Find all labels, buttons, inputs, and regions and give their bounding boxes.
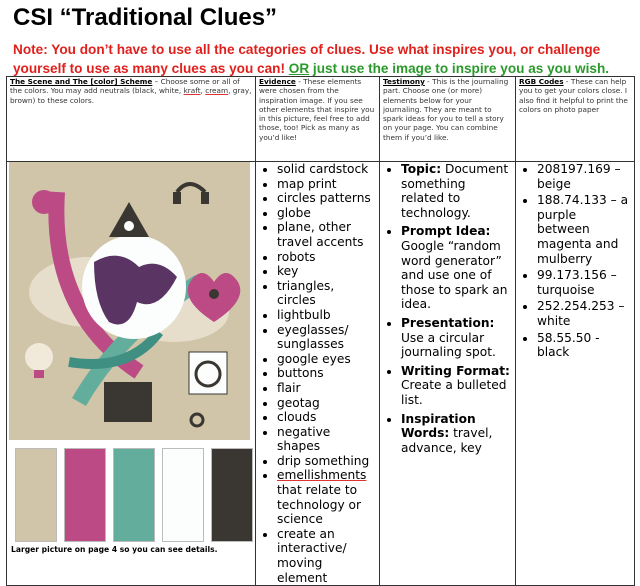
note-or: OR — [288, 61, 310, 76]
list-item: • map print — [277, 177, 376, 192]
list-item: • emellishments that relate to technology or science — [277, 468, 376, 526]
list-item: • Topic: Document something related to technology. — [401, 162, 512, 220]
list-item: • geotag — [277, 396, 376, 411]
clues-table — [6, 76, 635, 586]
swatch-white — [162, 448, 204, 542]
list-item: • Inspiration Words: travel, advance, key — [401, 412, 512, 456]
list-item: • Prompt Idea: Google “random word generator” and use one of those to spark an idea. — [401, 224, 512, 312]
list-item: • plane, other travel accents — [277, 220, 376, 249]
list-item: • eyeglasses/ sunglasses — [277, 323, 376, 352]
list-item: • Presentation: Use a circular journaling spot. — [401, 316, 512, 360]
testimony-cell — [380, 162, 516, 586]
lightbulb-icon — [25, 343, 53, 371]
list-item: • google eyes — [277, 352, 376, 367]
testimony-list — [383, 162, 512, 455]
list-item: • triangles, circles — [277, 279, 376, 308]
radiation-icon — [32, 190, 56, 214]
list-item: • 252.254.253 – white — [537, 299, 631, 328]
list-item: • solid cardstock — [277, 162, 376, 177]
list-item: • drip something — [277, 454, 376, 469]
list-item: • negative shapes — [277, 425, 376, 454]
list-item: • flair — [277, 381, 376, 396]
swatch-purple — [64, 448, 106, 542]
page-title: CSI “Traditional Clues” — [13, 4, 278, 31]
rgb-cell — [516, 162, 635, 586]
list-item: • 208197.169 – beige — [537, 162, 631, 191]
list-item: • 99.173.156 – turquoise — [537, 268, 631, 297]
evidence-header: Evidence - These elements were chosen from the inspiration image. If you see other elements that inspire you in this picture, feel free to add those, too! Pick as many as you’d like! — [256, 77, 380, 162]
inspiration-image — [9, 162, 250, 440]
list-item: • create an interactive/ moving element — [277, 527, 376, 585]
swatch-turquoise — [113, 448, 155, 542]
evidence-list — [259, 162, 376, 585]
list-item: • 188.74.133 – a purple between magenta and mulberry — [537, 193, 631, 266]
instructions-note — [13, 40, 635, 78]
note-tail: just use the image to inspire you as you wish. — [309, 61, 610, 76]
list-item: • clouds — [277, 410, 376, 425]
swatch-black — [211, 448, 253, 542]
header-row — [7, 77, 635, 162]
list-item: • buttons — [277, 366, 376, 381]
list-item: • circles patterns — [277, 191, 376, 206]
list-item: • robots — [277, 250, 376, 265]
testimony-header: Testimony - This is the journaling part. Choose one (or more) elements below for your journaling. They are meant to spark ideas for you to tell a story on your page. You can combine them if you’d like. — [380, 77, 516, 162]
swatch-beige — [15, 448, 57, 542]
list-item: • globe — [277, 206, 376, 221]
list-item: • Writing Format: Create a bulleted list. — [401, 364, 512, 408]
note-lead: Note: You don’t have to use all the categories of clues. Use what inspires you, or challenge yourself to use as many clues as you can! — [13, 42, 601, 76]
scene-cell — [7, 162, 256, 586]
color-swatches — [9, 448, 253, 542]
list-item: • lightbulb — [277, 308, 376, 323]
image-caption: Larger picture on page 4 so you can see details. — [11, 545, 218, 554]
list-item: • 58.55.50 - black — [537, 331, 631, 360]
body-row — [7, 162, 635, 586]
scene-header: The Scene and The [color] Scheme – Choose some or all of the colors. You may add neutrals (black, white, kraft, cream, gray, brown) to these colors. — [7, 77, 256, 162]
rgb-header: RGB Codes - These can help you to get your colors close. I also find it helpful to print the colors on photo paper — [516, 77, 635, 162]
list-item: • key — [277, 264, 376, 279]
evidence-cell — [256, 162, 380, 586]
rgb-list — [519, 162, 631, 360]
